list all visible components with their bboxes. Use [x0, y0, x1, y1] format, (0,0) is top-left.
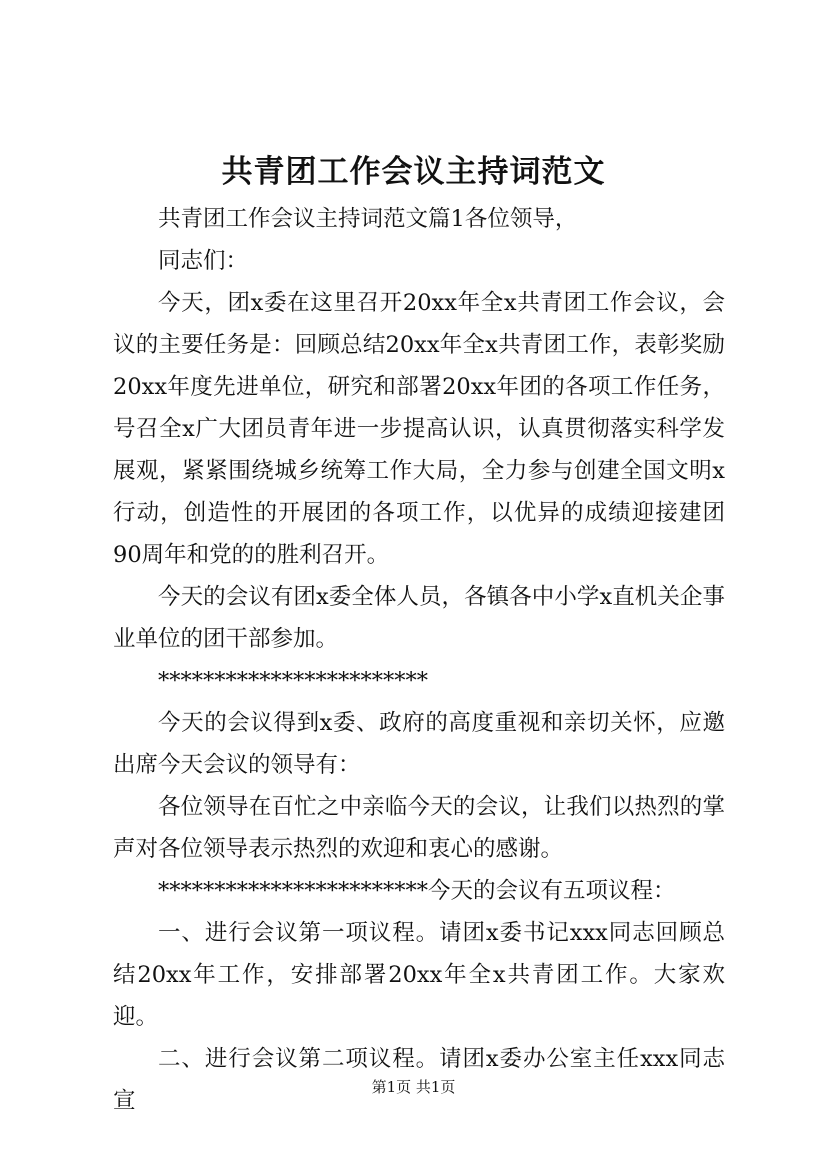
paragraph-9: 二、进行会议第二项议程。请团x委办公室主任xxx同志宣 [113, 1046, 725, 1114]
paragraph-6: 各位领导在百忙之中亲临今天的会议，让我们以热烈的掌声对各位领导表示热烈的欢迎和衷心的感谢。 [113, 794, 725, 862]
paragraph-5: 今天的会议得到x委、政府的高度重视和亲切关怀，应邀出席今天会议的领导有： [113, 710, 725, 778]
paragraph-1: 共青团工作会议主持词范文篇1各位领导， [158, 206, 578, 232]
paragraph-2: 同志们： [158, 248, 249, 274]
paragraph-3: 今天，团x委在这里召开20xx年全x共青团工作会议，会议的主要任务是：回顾总结20xx年全x共青团工作，表彰奖励20xx年度先进单位，研究和部署20xx年团的各项工作任务，号召全x广大团员青年进一步提高认识，认真贯彻落实科学发展观，紧紧围绕城乡统筹工作大局，全力参与创建全国文明x行动，创造性的开展团的各项工作，以优异的成绩迎接建团90周年和党的的胜利召开。 [113, 290, 725, 568]
page-footer: 第1页 共1页 [371, 1078, 456, 1096]
separator-line: ************************ [158, 668, 428, 694]
paragraph-8: 一、进行会议第一项议程。请团x委书记xxx同志回顾总结20xx年工作，安排部署20xx年全x共青团工作。大家欢迎。 [113, 920, 725, 1030]
document-title: 共青团工作会议主持词范文 [221, 154, 606, 190]
paragraph-4: 今天的会议有团x委全体人员，各镇各中小学x直机关企事业单位的团干部参加。 [113, 584, 725, 652]
paragraph-7: ************************今天的会议有五项议程： [158, 878, 676, 904]
document-body [113, 198, 725, 1122]
